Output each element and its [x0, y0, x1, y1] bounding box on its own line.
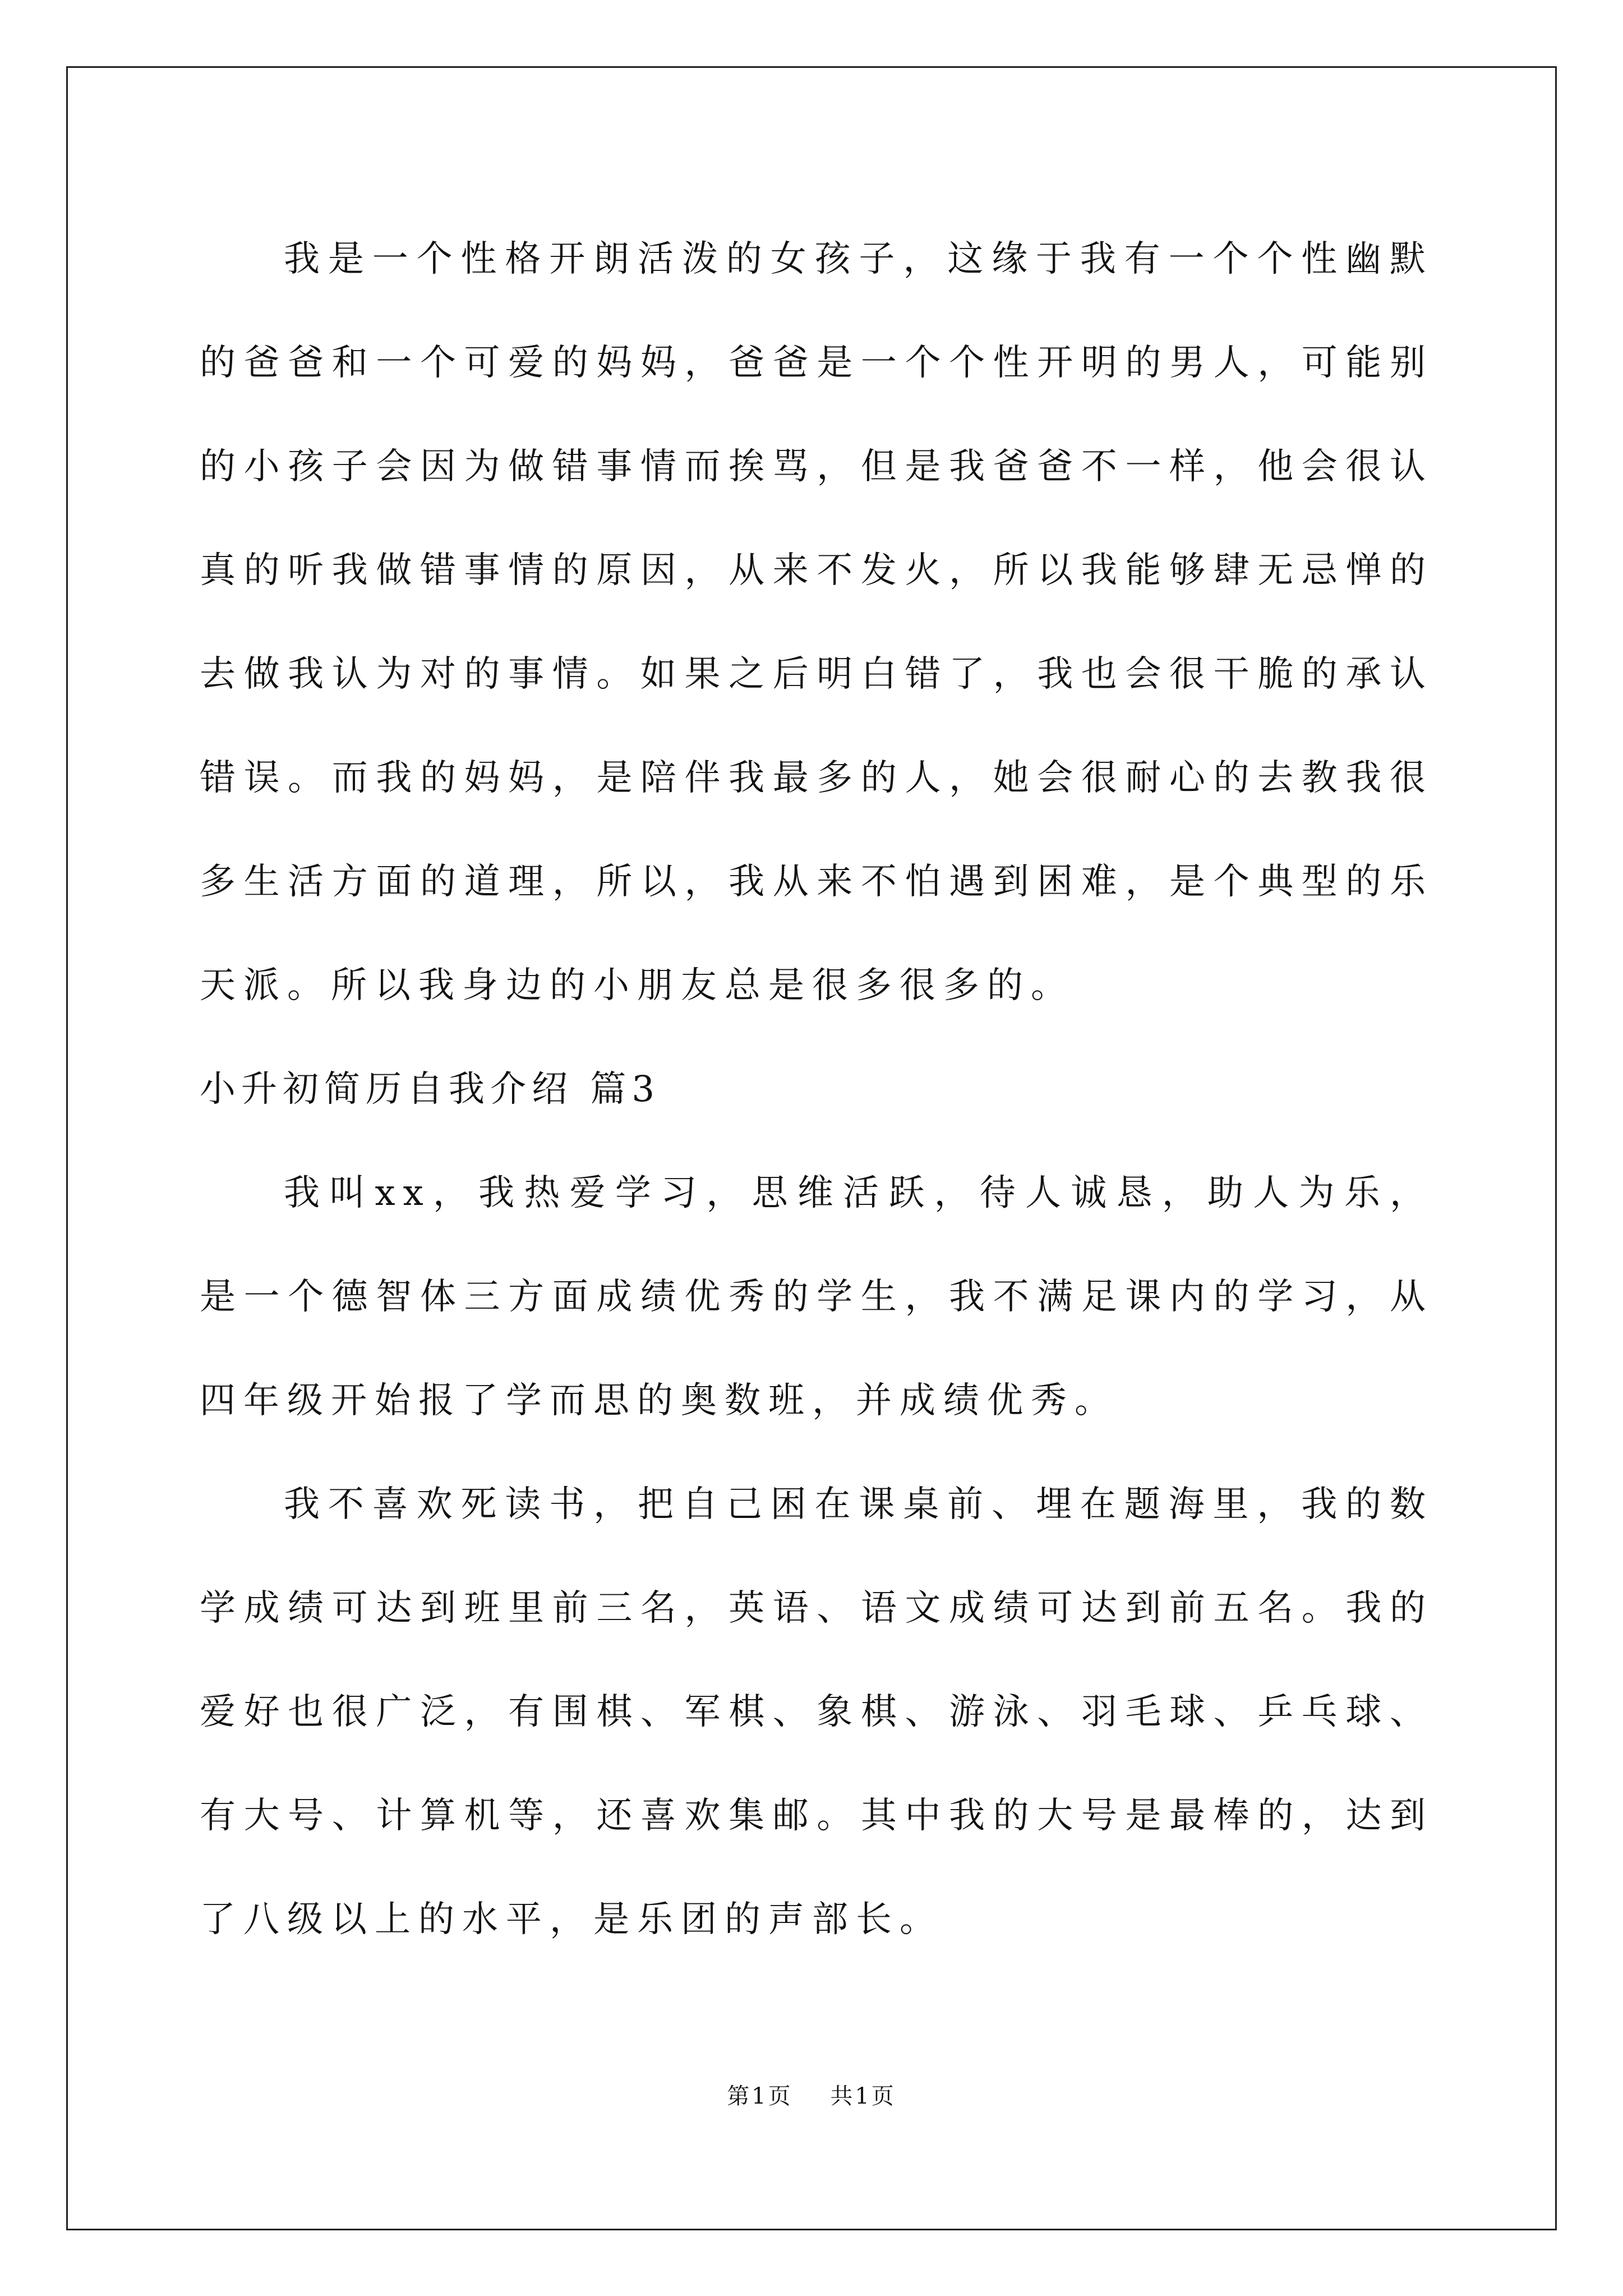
- paragraph-intro: 我是一个性格开朗活泼的女孩子，这缘于我有一个个性幽默的爸爸和一个可爱的妈妈，爸爸是一个个性开明的男人，可能别的小孩子会因为做错事情而挨骂，但是我爸爸不一样，他会很认真的听我做错事情的原因，从来不发火，所以我能够肆无忌惮的去做我认为对的事情。如果之后明白错了，我也会很干脆的承认错误。而我的妈妈，是陪伴我最多的人，她会很耐心的去教我很多生活方面的道理，所以，我从来不怕遇到困难，是个典型的乐天派。所以我身边的小朋友总是很多很多的。: [200, 238, 1433, 1006]
- document-body: [200, 208, 1433, 1972]
- paragraph-section-2: 我不喜欢死读书，把自己困在课桌前、埋在题海里，我的数学成绩可达到班里前三名，英语、语文成绩可达到前五名。我的爱好也很广泛，有围棋、军棋、象棋、游泳、羽毛球、乒乓球、有大号、计算机等，还喜欢集邮。其中我的大号是最棒的，达到了八级以上的水平，是乐团的声部长。: [200, 1484, 1433, 1940]
- page-footer: [0, 2078, 1623, 2110]
- section-heading: 小升初简历自我介绍 篇3: [200, 1069, 661, 1110]
- page-total-label: 共1页: [830, 2083, 896, 2109]
- paragraph-section-1: 我叫xx，我热爱学习，思维活跃，待人诚恳，助人为乐，是一个德智体三方面成绩优秀的学生，我不满足课内的学习，从四年级开始报了学而思的奥数班，并成绩优秀。: [200, 1172, 1433, 1421]
- page-number-label: 第1页: [727, 2083, 793, 2109]
